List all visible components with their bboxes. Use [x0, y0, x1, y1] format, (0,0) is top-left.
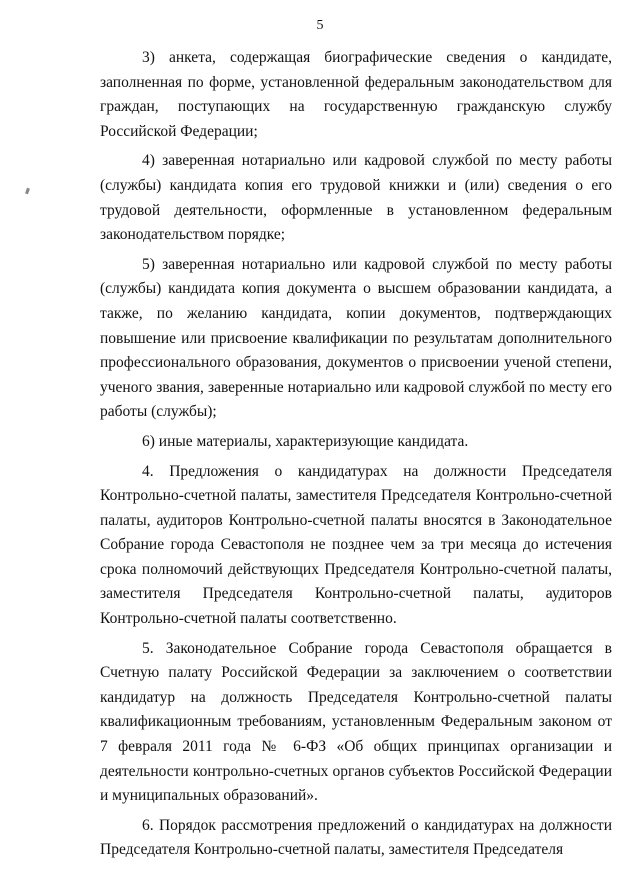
scan-artifact-mark — [25, 188, 30, 195]
paragraph-section-6-procedure: 6. Порядок рассмотрения предложений о кандидатурах на должности Председателя Контрольно-счетной палаты, заместителя Председателя — [100, 816, 612, 859]
paragraph-section-4-proposals: 4. Предложения о кандидатурах на должности Председателя Контрольно-счетной палаты, заместителя Председателя Контрольно-счетной палаты, аудиторов Контрольно-счетной палаты вносятся в Законодательное Собрание города Севастополя не позднее чем за три месяца до истечения срока полномочий действующих Председателя Контрольно-счетной палаты, заместителя Председателя Контрольно-счетной палаты, аудиторов Контрольно-счетной палаты соответственно. — [100, 462, 612, 628]
document-body — [100, 46, 612, 868]
page-number: 5 — [316, 18, 324, 33]
paragraph-section-5-accounts-chamber: 5. Законодательное Собрание города Севастополя обращается в Счетную палату Российской Федерации за заключением о соответствии кандидатур на должность Председателя Контрольно-счетной палаты квалификационным требованиям, установленным Федеральным законом от 7 февраля 2011 года № 6-ФЗ «Об общих принципах организации и деятельности контрольно-счетных органов субъектов Российской Федерации и муниципальных образований». — [100, 639, 612, 805]
paragraph-item-3-questionnaire: 3) анкета, содержащая биографические сведения о кандидате, заполненная по форме, установленной федеральным законодательством для граждан, поступающих на государственную гражданскую службу Российской Федерации; — [100, 49, 612, 140]
paragraph-item-5-education-documents: 5) заверенная нотариально или кадровой службой по месту работы (службы) кандидата копия документа о высшем образовании кандидата, а также, по желанию кандидата, копии документов, подтверждающих повышение или присвоение квалификации по результатам дополнительного профессионального образования, документов о присвоении ученой степени, ученого звания, заверенные нотариально или кадровой службой по месту его работы (службы); — [100, 255, 612, 421]
paragraph-item-4-employment-record: 4) заверенная нотариально или кадровой службой по месту работы (службы) кандидата копия его трудовой книжки и (или) сведения о его трудовой деятельности, оформленные в установленном федеральным законодательством порядке; — [100, 152, 612, 244]
paragraph-item-6-other-materials: 6) иные материалы, характеризующие кандидата. — [142, 432, 469, 450]
